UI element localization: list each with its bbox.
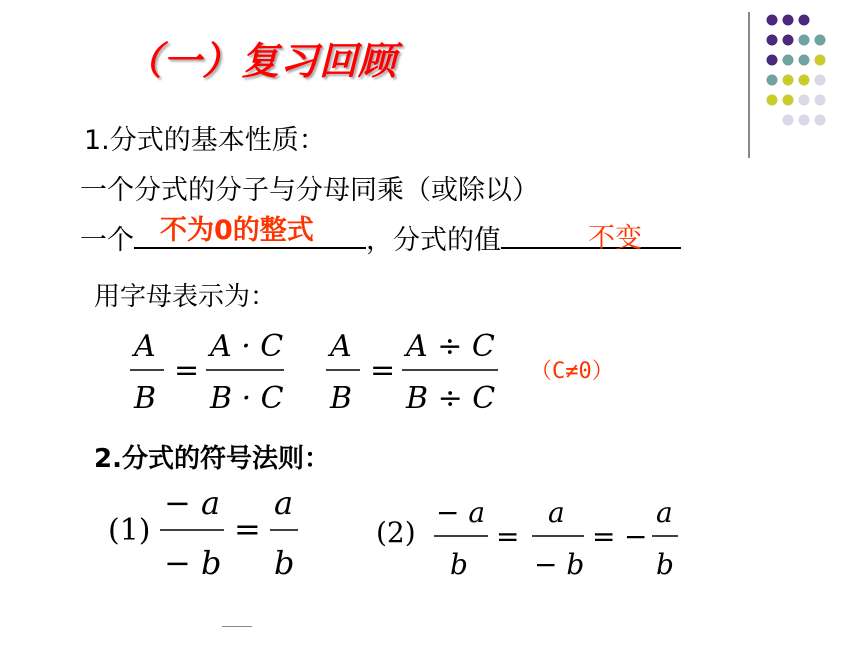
section1-line3: 用字母表示为： bbox=[94, 282, 277, 312]
decorative-dot bbox=[767, 55, 778, 66]
decorative-divider bbox=[748, 12, 750, 158]
decorative-dot bbox=[815, 115, 826, 126]
rule1-lhs-denominator: − b bbox=[164, 544, 222, 582]
section1-line1: 一个分式的分子与分母同乘（或除以） bbox=[80, 175, 539, 206]
slide-title: （一）复习回顾 bbox=[124, 39, 398, 83]
decorative-dot bbox=[767, 35, 778, 46]
f1-left-denominator: B bbox=[134, 381, 157, 416]
decorative-dot-grid bbox=[766, 14, 836, 140]
rule1-lhs-numerator: − a bbox=[164, 484, 221, 522]
sign-rule-formulas bbox=[100, 478, 720, 588]
rule2-equals-2: = bbox=[592, 520, 616, 553]
rule2-equals-1: = bbox=[496, 520, 520, 553]
answer-unchanged: 不变 bbox=[588, 223, 642, 254]
decorative-dot bbox=[799, 95, 810, 106]
decorative-dot bbox=[815, 95, 826, 106]
decorative-dot bbox=[783, 35, 794, 46]
f2-right-denominator: B ÷ C bbox=[406, 381, 496, 416]
decorative-dot bbox=[799, 75, 810, 86]
f1-right-denominator: B · C bbox=[210, 381, 284, 416]
property-formulas bbox=[120, 320, 680, 430]
rule2-b-numerator: a bbox=[548, 496, 565, 529]
rule1-rhs-denominator: b bbox=[274, 544, 295, 582]
section1-heading: 1.分式的基本性质： bbox=[84, 125, 326, 156]
rule2-label: (2) bbox=[376, 516, 416, 549]
f1-equals: = bbox=[174, 353, 200, 388]
section2-heading: 2.分式的符号法则： bbox=[94, 444, 330, 474]
decorative-dot bbox=[783, 75, 794, 86]
decorative-dot bbox=[783, 115, 794, 126]
rule2-a-denominator: b bbox=[450, 548, 468, 581]
decorative-dot bbox=[767, 75, 778, 86]
decorative-dot bbox=[799, 15, 810, 26]
line2-mid: ，分式的值 bbox=[366, 225, 501, 256]
decorative-dot bbox=[767, 15, 778, 26]
decorative-dot bbox=[815, 75, 826, 86]
rule2-c-numerator: a bbox=[656, 496, 673, 529]
rule2-c-denominator: b bbox=[656, 548, 674, 581]
line2-start: 一个 bbox=[80, 225, 134, 256]
answer-not-zero-polynomial: 不为0的整式 bbox=[160, 215, 314, 246]
rule2-a-numerator: − a bbox=[436, 496, 486, 529]
decorative-dash bbox=[222, 626, 252, 627]
f2-left-numerator: A bbox=[330, 329, 352, 364]
rule1-rhs-numerator: a bbox=[274, 484, 294, 522]
decorative-dot bbox=[783, 55, 794, 66]
rule2-b-denominator: − b bbox=[534, 548, 585, 581]
decorative-dot bbox=[799, 35, 810, 46]
decorative-dot bbox=[799, 115, 810, 126]
rule1-label: (1) bbox=[108, 513, 151, 548]
f1-left-numerator: A bbox=[134, 329, 156, 364]
f2-equals: = bbox=[370, 353, 396, 388]
decorative-dot bbox=[783, 15, 794, 26]
decorative-dot bbox=[815, 55, 826, 66]
f1-right-numerator: A · C bbox=[210, 329, 284, 364]
f2-left-denominator: B bbox=[330, 381, 353, 416]
decorative-dot bbox=[815, 35, 826, 46]
rule1-equals: = bbox=[234, 510, 261, 548]
decorative-dot bbox=[799, 55, 810, 66]
decorative-dot bbox=[783, 95, 794, 106]
f2-right-numerator: A ÷ C bbox=[406, 329, 495, 364]
decorative-dot bbox=[767, 95, 778, 106]
nonzero-condition: （C≠0） bbox=[530, 359, 614, 384]
rule2-minus-sign: − bbox=[624, 520, 648, 553]
